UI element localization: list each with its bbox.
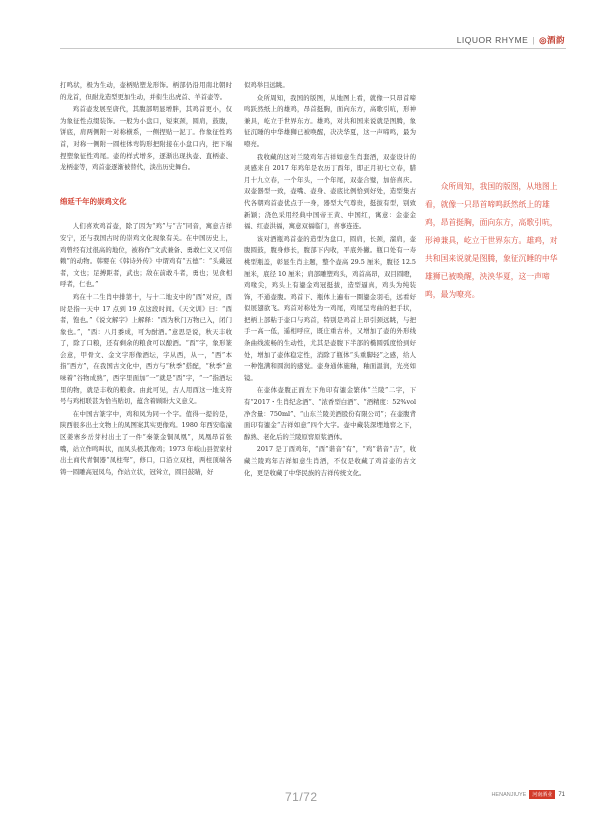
paragraph: 众所周知，我国的版图，从地图上看，就像一只昂首啼鸣跃然纸上的雄鸡，昂首挺胸，面向东方，高歌引吭，形神兼具，屹立于世界东方。雄鸡，对共和国来说就是图腾，象征沉睡的中华雄狮已被唤醒，决决华夏，这一声啼鸣，最为嘹亮。 [244, 93, 416, 148]
paragraph: 鸡在十二生肖中排第十，与十二地支中的“酉”对应，酉时是指一天中 17 点到 19 点这段时间。《天文训》曰：“酉者，饱也。”《说文解字》上解释：“酉为秋门万物已入，闭门象也。”，“酉：八月黍成，可为酎酒。”意思是说，秋天丰收了，除了口粮，还有剩余的粮食可以酿酒。“酉”字，象形篆会意，甲骨文、金文字形像酒坛，字从西，从一，“西”本指“西方”，在我国古文化中，西方与“秋季”搭配，“秋季”意味着“谷物成熟”，西字里面加“一”就是“酉”字，“一”指酒坛里的物，就是丰收的粮食。由此可见，古人用酉这一地支符号与鸡相联甚为恰当贴切，蕴含着顾盼大义意义。 [60, 292, 232, 406]
header-divider [60, 48, 566, 49]
section-heading: 绵延千年的崇鸡文化 [60, 196, 127, 206]
middle-column [244, 80, 416, 480]
pull-quote: 众所周知，我国的版图，从地图上看，就像一只昂首啼鸣跃然纸上的雄鸡，昂首挺胸，面向东方，高歌引吭，形神兼具，屹立于世界东方。雄鸡，对共和国来说就是图腾，象征沉睡的中华雄狮已被唤醒，泱泱华夏，这一声啼鸣，最为嘹亮。 [425, 182, 558, 299]
magazine-badge: 河南酒业 [529, 790, 555, 799]
section-title: LIQUOR RHYME [456, 35, 529, 45]
paragraph: 鸡首壶发展至唐代，其腹部明显增胖，其鸡首更小，仅为象征性点缀装饰。一般为小盘口，短束颈，圆肩，鼓腹，饼底，肩两侧附一对称横系，一侧捏贴一泥丁。作象征性鸡首，对称一侧附一圆柱体弯钩形把附接在小盘口内，把下端捏塑象征性鸡尾。壶的样式增多，逐渐出现执壶、直柄壶、龙柄壶等，鸡首壶逐渐被替代，淡出历史舞台。 [60, 105, 232, 172]
paragraph: 似鸡举目远眺。 [244, 81, 289, 89]
paragraph: 我收藏的这对兰陵鸡年吉祥如意生肖套酒，双壶设计的灵感来自 2017 年鸡年是农历丁酉年，即正月初七立春，腊月十九立春，一个年头，一个年尾，双壶合璧，加倍喜庆。双壶器型一致，壶嘴、壶身、壶底比例恰到好处，造型集古代各朝鸡首壶优点于一身，器型大气尊贵，挺拔有型，别致新颖；浇色采用经典中国帝王黄、中国红，寓意：金壶金福、红壶洪福，寓意双福临门，喜事连连。 [244, 152, 416, 231]
magazine-name: HENANJIUYE [491, 791, 527, 798]
footer-tag [491, 790, 565, 799]
header-title [457, 34, 565, 46]
paragraph: 在壶体壶腹正面左下角印有鎏金繁体“兰陵”二字，下有“2017・生肖纪念酒”、“浓香型白酒”、“酒精度：52%vol 净含量：750ml”、“山东兰陵美酒股份有限公司”；在壶腹背面印有鎏金“吉祥如意”四个大字。壶中藏装深埋地窖之下，醇熟、老化后的兰陵原窖原浆酒体。 [244, 386, 416, 441]
paragraph: 人们喜欢鸡首壶，除了因为“鸡”与“吉”同音，寓意吉祥安宁，还与我国古时的崇鸡文化现象有关。在中国历史上，鸡曾经有过很高的地位，被称作“文武兼备、勇敢仁义又可信赖”的动物。韩婴在《韩诗外传》中谓鸡有“五德”：“头戴冠者，文也；足搏距者，武也；敌在前敢斗者，勇也；见食相呼者，仁也。” [60, 222, 232, 289]
page-indicator: 71/72 [285, 790, 318, 804]
brand-name: 酒韵 [546, 35, 565, 45]
paragraph: 打鸣状，极为生动，壶柄贴塑龙形饰。柄部仍沿用南北朝时的龙首，但耐龙造型更加生动，并衔生出虎首、羊首壶等。 [60, 81, 232, 101]
paragraph: 2017 是丁酉鸡年，“酉”谐音“有”，“鸡”谐音“吉”，收藏兰陵鸡年吉祥如意生肖酒，不仅是收藏了鸡首壶的古文化，更是收藏了中华民族的吉祥传统文化。 [244, 445, 416, 477]
left-column [60, 80, 232, 479]
brand-logo: ◎酒韵 [539, 35, 565, 45]
header-separator: | [532, 35, 536, 45]
paragraph: 在中国古篆字中，鸡和凤为同一个字。值得一提的是，陕西很多出土文物上的凤图案其实更像鸡。1980 年西安临潼区姜寨乡岳芽村出土了一件“秦篆金铜凤凰”，凤凰昂首张嘴，站立作鸣叫状，而凤头极其像鸡；1973 年岐山县贺家村出土商代青铜器“凤柱斝”，修口，口沿立双柱，两柱顶端各铸一圆雕高冠凤鸟，作站立状，冠耸立，圆目鼓睛，好 [60, 409, 232, 476]
paragraph: 该对酒瓶鸡首壶的造型为盘口，圆肩，长颈，溜肩，壶腹圆鼓，腹身修长，腹部下内收，平底外撇。瓶口处有一寿桃型瓶盖，彰显生肖主题，整个壶高 29.5 厘米，腹径 12.5 厘米，底径 10 厘米；肩部雕塑鸡头，鸡首高昂，双目圆瞪，鸡喙尖，鸡头上有鎏金鸡冠挺拔，造型逼真，鸡头为纯装饰，不通壶腹。鸡首下、瓶体上遍布一圈鎏金羽毛，远看好似展翅欲飞。鸡首对称处为一鸡尾，鸡尾呈弯曲的把手状，把柄上部粘于壶口与鸡首，特别是鸡首上昂引颈远眺，与把手一高一低，遥相呼应，既庄重古朴，又增加了壶的外形线条曲线流畅的生动性，尤其是壶腹下半部的椭圆弧度恰到好处，增加了壶体稳定性，消除了瓶体“头重脚轻”之感，给人一种饱满和圆润的感觉。壶身通体施釉，釉面温润，光亮如镜。 [244, 234, 416, 382]
page-number: 71 [558, 791, 565, 798]
